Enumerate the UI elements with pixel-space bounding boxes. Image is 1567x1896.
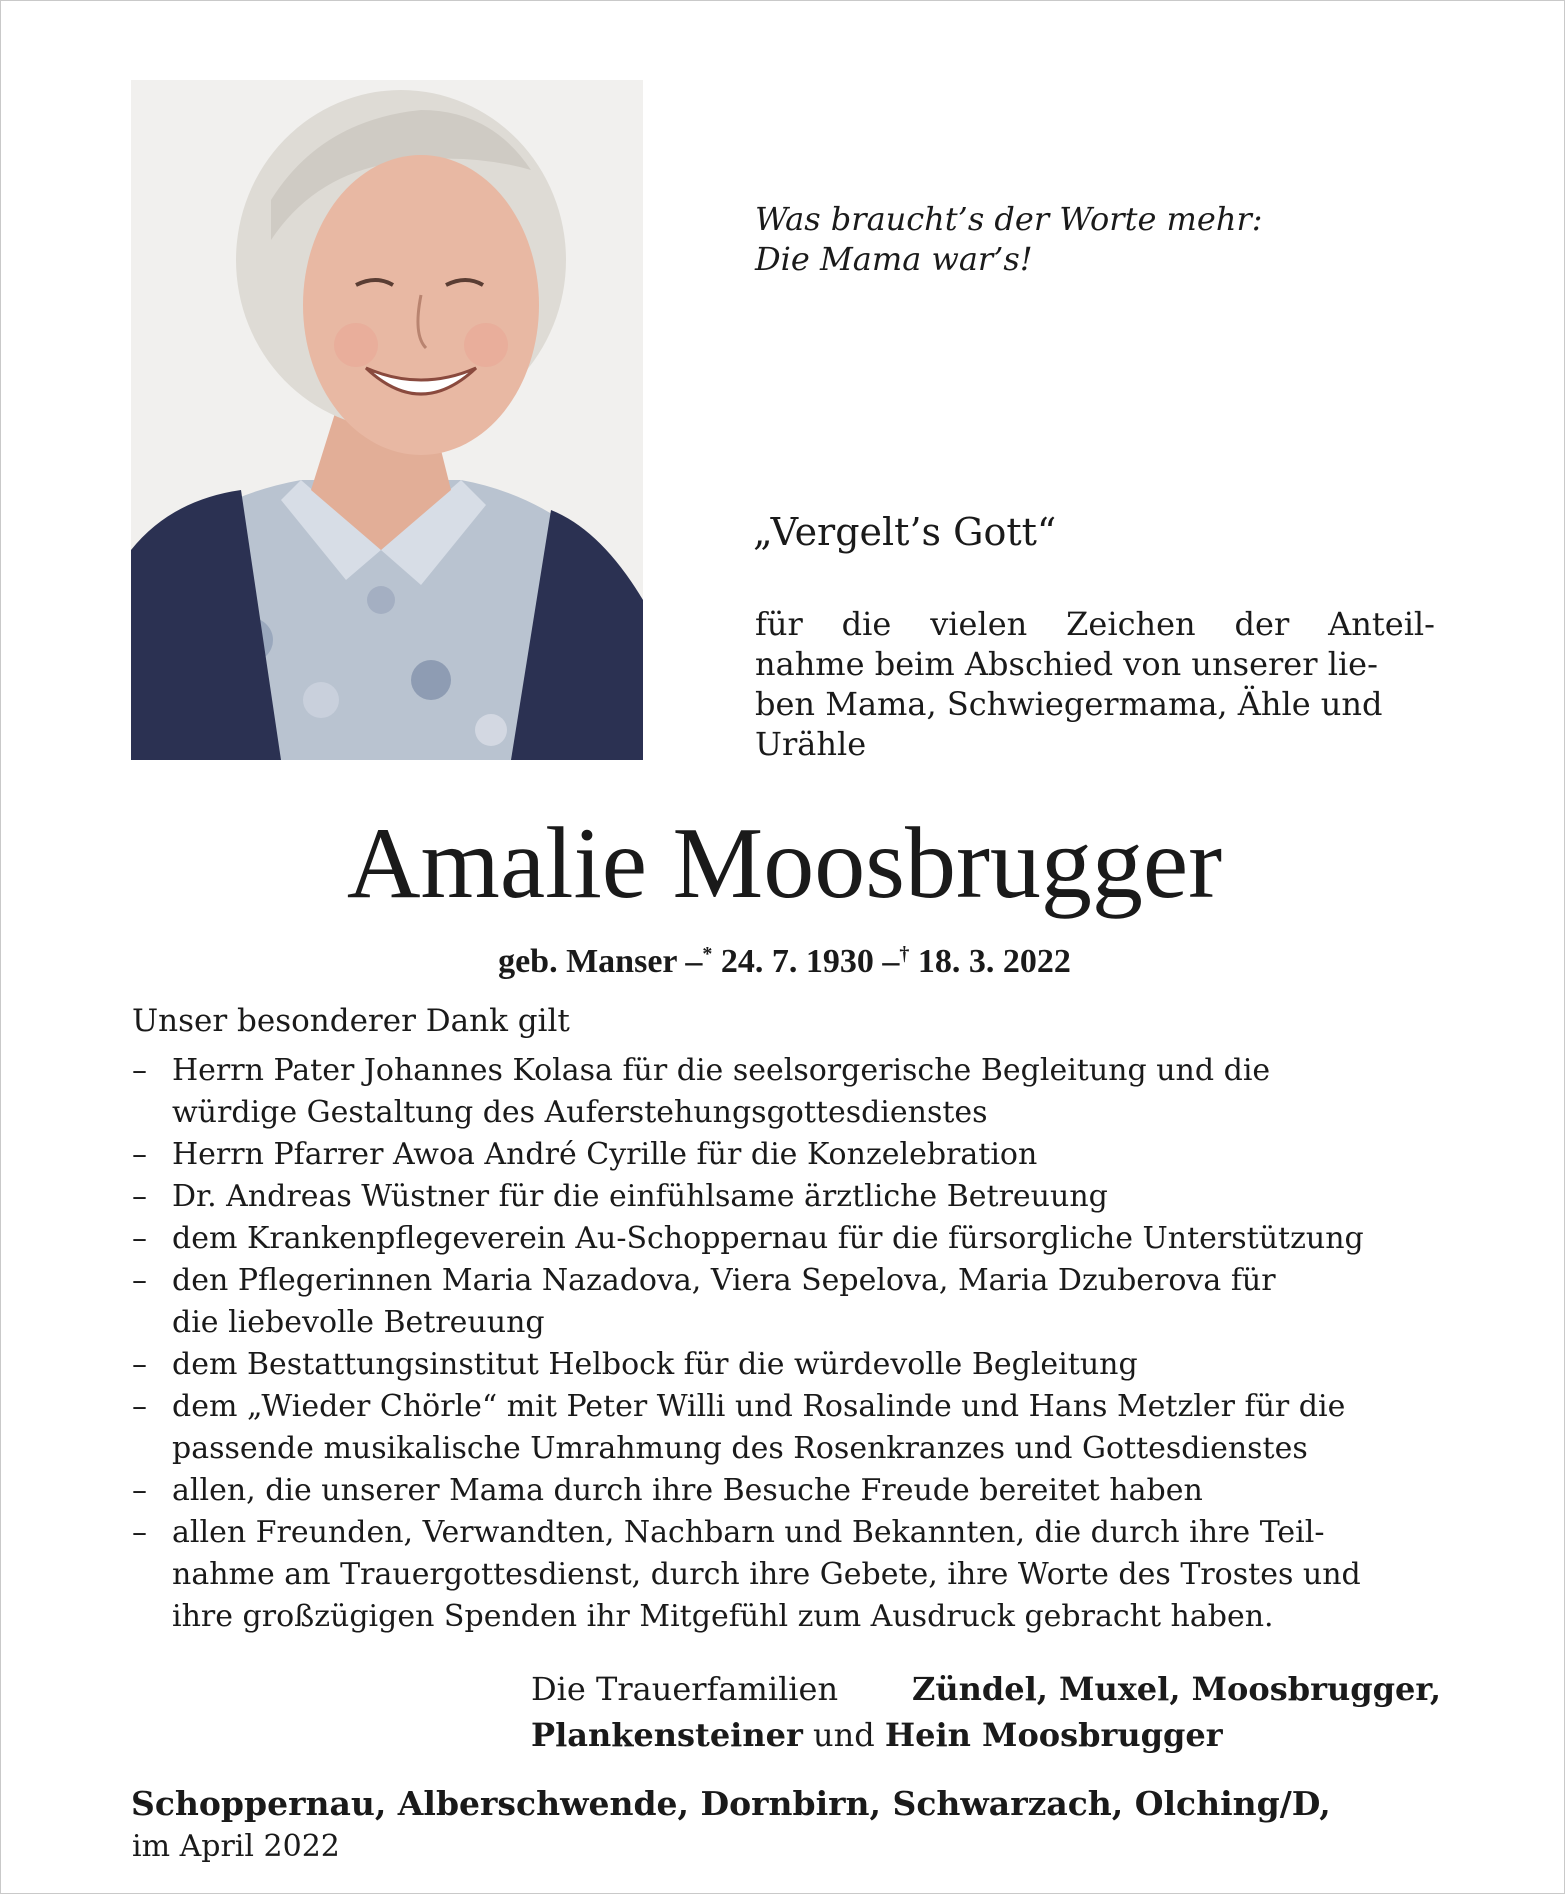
list-item (132, 1470, 1438, 1512)
thanks-line-3: ben Mama, Schwiegermama, Ähle und (755, 685, 1383, 723)
thanks-word: die (841, 605, 892, 643)
list-dash: – (132, 1347, 147, 1382)
life-dates (1, 933, 1567, 983)
list-item (132, 1134, 1438, 1176)
list-dash: – (132, 1515, 147, 1550)
list-dash: – (132, 1389, 147, 1424)
list-item (132, 1260, 1438, 1344)
thanks-line-2: nahme beim Abschied von unserer lie- (755, 645, 1378, 683)
thanks-word: Anteil- (1328, 605, 1435, 643)
family-names-3: Hein Moosbrugger (884, 1716, 1223, 1754)
list-item-text: dem „Wieder Chörle“ mit Peter Willi und Rosalinde und Hans Metzler für die passende musikalische Umrahmung des Rosenkranzes und Gottesdienstes (172, 1389, 1346, 1466)
death-date: 18. 3. 2022 (917, 943, 1071, 980)
thanks-word: vielen (930, 605, 1028, 643)
portrait-photo (131, 80, 643, 760)
list-dash: – (132, 1053, 147, 1088)
families-line-2 (531, 1712, 1441, 1758)
motto-line-2: Die Mama war’s! (755, 240, 1033, 278)
families-signature (531, 1666, 1441, 1758)
separator: – (882, 943, 900, 980)
thanks-line-1 (755, 604, 1435, 644)
list-item-text: Herrn Pfarrer Awoa André Cyrille für die Konzelebration (172, 1137, 1038, 1172)
family-names-1: Zündel, Muxel, Moosbrugger, (911, 1670, 1441, 1708)
list-item-text: allen, die unserer Mama durch ihre Besuche Freude bereitet haben (172, 1473, 1203, 1508)
motto-line-1: Was braucht’s der Worte mehr: (755, 200, 1263, 238)
born-mark: * (702, 943, 713, 965)
list-dash: – (132, 1221, 147, 1256)
list-dash: – (132, 1137, 147, 1172)
thanks-line-4: Urähle (755, 725, 867, 763)
list-item-text: den Pflegerinnen Maria Nazadova, Viera Sepelova, Maria Dzuberova für die liebevolle Betreuung (172, 1263, 1276, 1340)
thanks-word: für (755, 605, 803, 643)
date-line: im April 2022 (132, 1829, 340, 1864)
motto-quote (755, 199, 1455, 279)
gratitude-list (132, 1050, 1438, 1638)
thanks-paragraph (755, 604, 1435, 764)
list-item (132, 1344, 1438, 1386)
families-und: und (812, 1716, 875, 1754)
thanks-word: Zeichen (1066, 605, 1196, 643)
list-item-text: dem Krankenpflegeverein Au-Schoppernau für die fürsorgliche Unterstützung (172, 1221, 1364, 1256)
list-item (132, 1050, 1438, 1134)
list-dash: – (132, 1263, 147, 1298)
list-item-text: Dr. Andreas Wüstner für die einfühlsame ärztliche Betreuung (172, 1179, 1108, 1214)
list-dash: – (132, 1179, 147, 1214)
deceased-name: Amalie Moosbrugger (346, 807, 1223, 920)
families-line-1 (531, 1666, 1441, 1712)
portrait-image (131, 80, 643, 760)
maiden-name: geb. Manser (498, 943, 677, 980)
list-dash: – (132, 1473, 147, 1508)
gratitude-intro: Unser besonderer Dank gilt (132, 1003, 570, 1039)
list-item-text: allen Freunden, Verwandten, Nachbarn und Bekannten, die durch ihre Teil- nahme am Trauergottesdienst, durch ihre Gebete, ihre Worte des Trostes und ihre großzügigen Spenden ihr Mitgefühl zum Ausdruck gebracht haben. (172, 1515, 1361, 1634)
families-prefix: Die Trauerfamilien (531, 1670, 839, 1708)
list-item (132, 1218, 1438, 1260)
list-item (132, 1176, 1438, 1218)
list-item-text: Herrn Pater Johannes Kolasa für die seelsorgerische Begleitung und die würdige Gestaltung des Auferstehungsgottesdienstes (172, 1053, 1271, 1130)
places-line: Schoppernau, Alberschwende, Dornbirn, Schwarzach, Olching/D, (131, 1784, 1331, 1823)
birth-date: 24. 7. 1930 (720, 943, 874, 980)
separator: – (685, 943, 703, 980)
died-mark: † (899, 943, 910, 965)
thanks-word: der (1234, 605, 1290, 643)
family-names-2: Plankensteiner (531, 1716, 803, 1754)
list-item (132, 1386, 1438, 1470)
list-item-text: dem Bestattungsinstitut Helbock für die würdevolle Begleitung (172, 1347, 1138, 1382)
thanks-heading: „Vergelt’s Gott“ (753, 510, 1057, 554)
list-item (132, 1512, 1438, 1638)
